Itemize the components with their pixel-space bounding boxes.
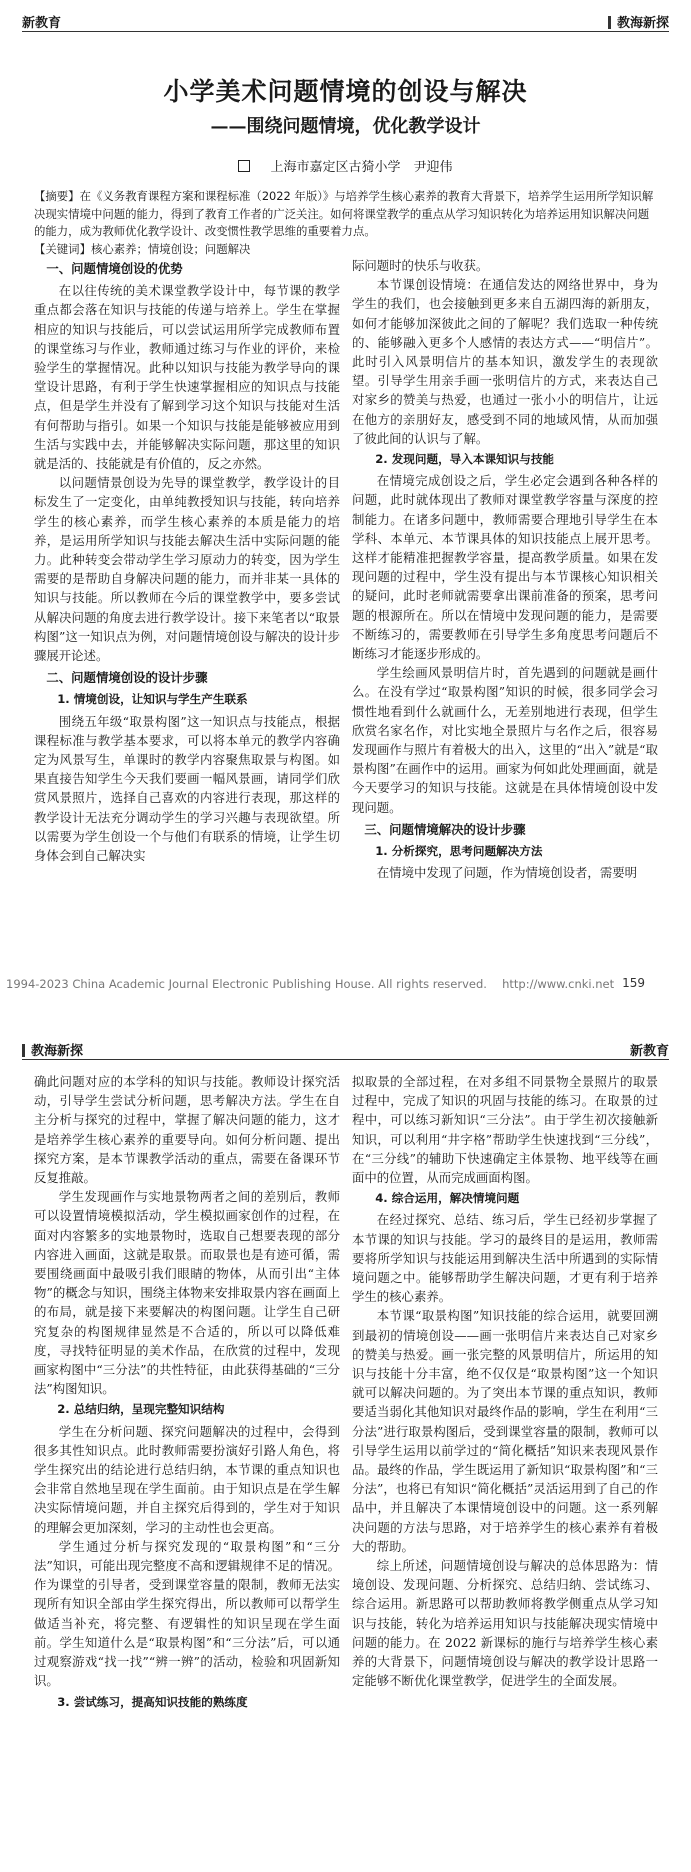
header-rule: [22, 1059, 669, 1060]
subsection-heading: 1. 分析探究，思考问题解决方法: [375, 844, 543, 859]
journal-name: 新教育: [629, 1044, 669, 1059]
paragraph: 学生发现画作与实地景物两者之间的差别后，教师可以设置情境模拟活动，学生模拟画家创作的过程，在面对内容繁多的实地景物时，选取自己想要表现的部分内容进入画面，这就是取景。而取景也是有迹可循，需要围绕画面中最吸引我们眼睛的物体，从而引出“主体物”的概念与知识，围绕主体物来安排取景内容在画面上的布局，就是接下来要解决的构图问题。让学生自己研究复杂的构图规律显然是不合适的，所以可以降低难度，寻找特征明显的美术作品，在欣赏的过程中，发现画家构图中“三分法”的共性特征，由此获得基础的“三分法”构图知识。: [34, 1189, 340, 1397]
paragraph: 本节课“取景构图”知识技能的综合运用，就要回溯到最初的情境创设——画一张明信片来表达自己对家乡的赞美与热爱。画一张完整的风景明信片，所运用的知识与技能十分丰富，绝不仅仅是“取景构图”这一个知识就可以解决问题的。为了突出本节课的重点知识，教师要适当弱化其他知识对最终作品的影响，学生在利用“三分法”进行取景构图后，受到课堂容量的限制，教师可以引导学生运用以前学过的“简化概括”知识来表现风景作品。最终的作品，学生既运用了新知识“取景构图”和“三分法”，也将已有知识“简化概括”灵活运用到了自己的作品中，并且解决了本课情境创设中的问题。这一系列解决问题的方法与思路，对于培养学生的核心素养有着极大的帮助。: [352, 1308, 658, 1554]
section-name: [608, 12, 669, 31]
page-gap: [0, 1012, 691, 1028]
left-column: [34, 256, 340, 865]
section-label: 教海新探: [616, 16, 669, 31]
section-name: [22, 1040, 83, 1059]
subsection-heading: 2. 发现问题，导入本课知识与技能: [375, 452, 555, 467]
paragraph: 学生通过分析与探究发现的“取景构图”和“三分法”知识，可能出现完整度不高和逻辑规律不足的情况。作为课堂的引导者，受到课堂容量的限制，教师无法实现所有知识全部由学生探究得出，所以教师可以帮学生做适当补充，将完整、有逻辑性的知识呈现在学生面前。学生知道什么是“取景构图”和“三分法”后，可以通过观察游戏“找一找”“辨一辨”的活动，检验和巩固新知识。: [34, 1538, 340, 1689]
paragraph-continued: 拟取景的全部过程，在对多组不同景物全景照片的取景过程中，完成了知识的巩固与技能的练习。在取景的过程中，可以练习新知识“三分法”。由于学生初次接触新知识，可以利用“井字格”帮助学生快速找到“三分线”，在“三分线”的辅助下快速确定主体景物、地平线等在画面中的位置，从而完成画面构图。: [352, 1074, 658, 1186]
page-header: [22, 1038, 669, 1060]
article-subtitle: ——围绕问题情境，优化教学设计: [210, 116, 481, 137]
subsection-heading: 2. 总结归纳，呈现完整知识结构: [57, 1402, 225, 1417]
section-bar-icon: [608, 16, 611, 29]
article-title: 小学美术问题情境的创设与解决: [163, 77, 528, 106]
subsection-heading: 1. 情境创设，让知识与学生产生联系: [57, 692, 248, 707]
header-rule: [22, 31, 669, 32]
right-column: [352, 256, 658, 883]
paragraph-continued: 确此问题对应的本学科的知识与技能。教师设计探究活动，引导学生尝试分析问题，思考解决方法。学生在自主分析与探究的过程中，掌握了解决问题的能力，这才是培养学生核心素养的重要导向。如何分析问题、提出探究方案，是本节课教学活动的重点，需要在备课环节反复推敲。: [34, 1074, 340, 1186]
paragraph-continued: 际问题时的快乐与收获。: [352, 258, 489, 273]
section-bar-icon: [22, 1044, 25, 1057]
paragraph: 综上所述，问题情境创设与解决的总体思路为：情境创设、发现问题、分析探究、总结归纳、尝试练习、综合运用。新思路可以帮助教师将教学侧重点从学习知识与技能，转化为培养运用知识与技能解决现实情境中问题的能力。在 2022 新课标的施行与培养学生核心素养的大背景下，问题情境创设与解决的教学设计思路一定能够不断优化课堂教学，促进学生的全面发展。: [352, 1558, 658, 1689]
section-heading: 一、问题情境创设的优势: [46, 261, 183, 276]
page-number: 159: [622, 976, 645, 990]
paragraph: 本节课创设情境：在通信发达的网络世界中，身为学生的我们，也会接触到更多来自五湖四海的新朋友，如何才能够加深彼此之间的了解呢？我们选取一种传统的、能够融入更多个人感情的表达方式——“明信片”。此时引入风景明信片的基本知识，激发学生的表现欲望。引导学生用亲手画一张明信片的方式，来表达自己对家乡的赞美与热爱，也通过一张小小的明信片，让远在他方的亲朋好友，感受到不同的地域风情，从而加强了彼此间的认识与了解。: [352, 277, 658, 446]
author-text: 上海市嘉定区古猗小学 尹迎伟: [270, 160, 453, 175]
section-heading: 三、问题情境解决的设计步骤: [364, 821, 526, 837]
section-heading: 二、问题情境创设的设计步骤: [46, 670, 208, 686]
journal-name: 新教育: [22, 16, 62, 31]
keywords-text: 【关键词】核心素养；情境创设；问题解决: [34, 241, 251, 256]
page-160: [0, 1028, 691, 1872]
paragraph: 在经过探究、总结、练习后，学生已经初步掌握了本节课的知识与技能。学习的最终目的是运用，教师需要将所学知识与技能运用到解决生活中所遇到的实际情境问题之中。能够帮助学生解决问题，才更有利于培养学生的核心素养。: [352, 1212, 658, 1305]
paragraph: 以问题情景创设为先导的课堂教学，教学设计的目标发生了一定变化，由单纯教授知识与技能，转向培养学生的核心素养，而学生核心素养的本质是能力的培养，是运用所学知识与技能去解决生活中实际问题的能力。此种转变会带动学生学习原动力的转变，因为学生需要的是帮助自身解决问题的能力，而并非某一具体的知识与技能。所以教师在今后的课堂教学中，要多尝试从解决问题的角度去进行教学设计。接下来笔者以“取景构图”这一知识点为例，对问题情境创设与解决的设计步骤展开论述。: [34, 475, 340, 664]
square-icon: [238, 160, 250, 172]
section-label: 教海新探: [31, 1044, 84, 1059]
page-header: [22, 10, 669, 32]
left-column: [34, 1072, 340, 1714]
subsection-heading: 3. 尝试练习，提高知识技能的熟练度: [57, 1694, 248, 1709]
paragraph: 学生在分析问题、探究问题解决的过程中，会得到很多其性知识点。此时教师需要扮演好引路人角色，将学生探究出的结论进行总结归纳，本节课的重点知识也会非常自然地呈现在学生面前。由于知识点是在学生解决实际情境问题，并自主探究后得到的，学生对于知识的理解会更加深刻，学习的主动性也会更高。: [34, 1423, 340, 1535]
paragraph: 在以往传统的美术课堂教学设计中，每节课的教学重点都会落在知识与技能的传递与培养上。学生在掌握相应的知识与技能后，可以尝试运用所学完成教师布置的课堂练习与作业，教师通过练习与作业的评价，来检验学生的掌握情况。此种以知识与技能为教学导向的课堂设计思路，有利于学生快速掌握相应的知识点与技能点，但是学生并没有了解到学习这个知识与技能对生活有何帮助与指引。如果一个知识与技能是能够被应用到生活与实践中去，并能够解决实际问题，那这里的知识就是活的、技能就是有价值的，反之亦然。: [34, 283, 340, 472]
copyright-text: 1994-2023 China Academic Journal Electronic Publishing House. All rights reserved. http://www.cnki.net: [6, 977, 615, 991]
paragraph: 学生绘画风景明信片时，首先遇到的问题就是画什么。在没有学过“取景构图”知识的时候，很多同学会习惯性地看到什么就画什么，无差别地进行表现，但学生欣赏名家名作，对比实地全景照片与名作之后，很容易发现画作与照片有着极大的出入，这里的“出入”就是“取景构图”在画作中的运用。画家为何如此处理画面，就是今天要学习的知识与技能。这就是在具体情境创设中发现问题。: [352, 665, 658, 815]
paragraph: 在情境完成创设之后，学生必定会遇到各种各样的问题，此时就体现出了教师对课堂教学容量与深度的控制能力。在诸多问题中，教师需要合理地引导学生在本学科、本单元、本节课具体的知识技能点上展开思考。这样才能精准把握教学容量，提高教学质量。如果在发现问题的过程中，学生没有提出与本节课核心知识相关的疑问，此时老师就需要拿出课前准备的预案，思考问题的根源所在。所以在情境中发现问题的能力，是需要不断练习的，需要教师在引导学生多角度思考问题后不断练习才能逐步形成的。: [352, 473, 658, 662]
abstract-text: 【摘要】在《义务教育课程方案和课程标准（2022 年版）》与培养学生核心素养的教育大背景下，培养学生运用所学知识解决现实情境中问题的能力，得到了教育工作者的广泛关注。如何将课堂教学的重点从学习知识转化为培养运用知识解决问题的能力，成为教师优化教学设计、改变惯性教学思维的重要着力点。: [34, 189, 654, 238]
author-line: [0, 156, 691, 175]
right-column: [352, 1072, 658, 1691]
paragraph: 围绕五年级“取景构图”这一知识点与技能点，根据课程标准与教学基本要求，可以将本单元的教学内容确定为风景写生，单课时的教学内容聚焦取景与构图。如果直接告知学生今天我们要画一幅风景画，请同学们欣赏风景照片，选择自己喜欢的内容进行表现，那这样的教学设计无法充分调动学生的学习兴趣与表现欲望。所以需要为学生创设一个与他们有联系的情境，让学生切身体会到自己解决实: [34, 713, 340, 864]
paragraph: 在情境中发现了问题，作为情境创设者，需要明: [376, 865, 637, 881]
abstract-block: [34, 188, 656, 258]
subsection-heading: 4. 综合运用，解决情境问题: [375, 1191, 520, 1206]
